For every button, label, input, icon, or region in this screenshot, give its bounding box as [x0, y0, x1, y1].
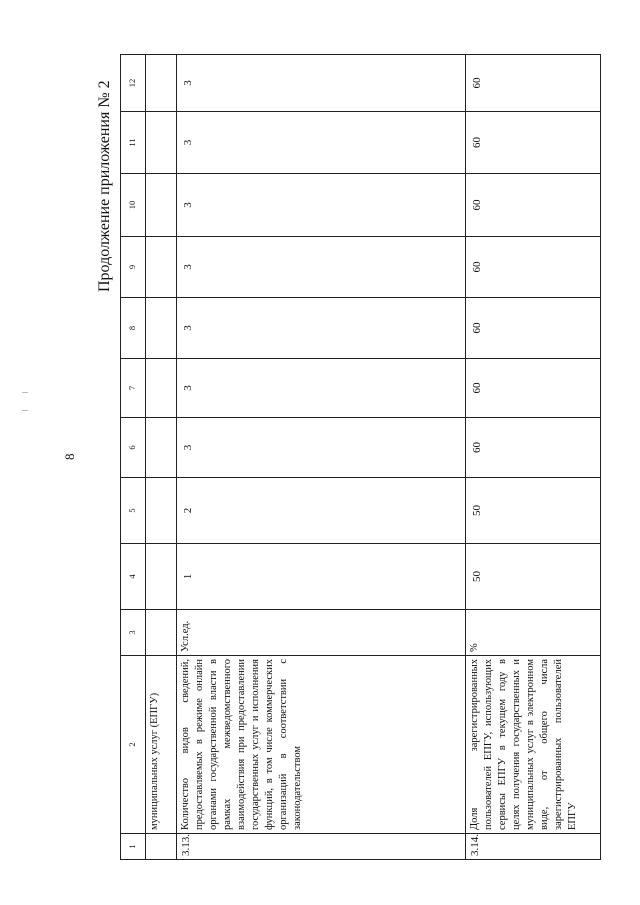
row-value: 3 — [177, 359, 466, 418]
column-number-row — [121, 55, 146, 860]
appendix-title: Продолжение приложения № 2 — [96, 80, 113, 292]
row-unit: Усл.ед. — [177, 610, 466, 656]
row-value: 3 — [177, 237, 466, 298]
continuation-row — [146, 55, 177, 860]
row-value: 3 — [177, 55, 466, 112]
column-header: 6 — [121, 418, 146, 478]
row-value: 3 — [177, 174, 466, 237]
row-description: Доля зарегистрированных пользователей ЕПГУ, использующих сервисы ЕПГУ в текущем году в целях получения государственных и муниципальных услуг в электронном виде, от общего числа зарегистрированных пользователей ЕПГУ — [466, 656, 601, 834]
row-value: 3 — [177, 298, 466, 359]
column-header: 8 — [121, 298, 146, 359]
row-number: 3.13. — [177, 834, 466, 860]
indicators-table — [120, 54, 601, 860]
column-header: 10 — [121, 174, 146, 237]
row-value: 50 — [466, 478, 601, 544]
scan-mark — [22, 392, 28, 393]
continuation-text: муниципальных услуг (ЕПГУ) — [146, 656, 177, 834]
row-value: 2 — [177, 478, 466, 544]
row-value: 60 — [466, 298, 601, 359]
row-value: 60 — [466, 174, 601, 237]
table-row — [177, 55, 466, 860]
column-header: 2 — [121, 656, 146, 834]
row-value: 60 — [466, 418, 601, 478]
row-value: 60 — [466, 359, 601, 418]
row-unit: % — [466, 610, 601, 656]
row-value: 60 — [466, 237, 601, 298]
row-value: 60 — [466, 55, 601, 112]
column-header: 9 — [121, 237, 146, 298]
column-header: 7 — [121, 359, 146, 418]
row-value: 1 — [177, 544, 466, 610]
row-description: Количество видов сведений, предоставляемых в режиме онлайн органами государственной власти в рамках межведомственного взаимодействия при предоставлении государственных услуг и исполнения функций, в том числе коммерческих организаций в соответствии с законодательством — [177, 656, 466, 834]
page-number: 8 — [62, 453, 77, 460]
row-value: 3 — [177, 418, 466, 478]
scan-mark — [22, 410, 28, 411]
table-row — [466, 55, 601, 860]
column-header: 11 — [121, 112, 146, 174]
row-number: 3.14. — [466, 834, 601, 860]
column-header: 12 — [121, 55, 146, 112]
row-value: 50 — [466, 544, 601, 610]
row-value: 3 — [177, 112, 466, 174]
column-header: 5 — [121, 478, 146, 544]
rotated-table-container — [120, 75, 605, 860]
column-header: 3 — [121, 610, 146, 656]
column-header: 1 — [121, 834, 146, 860]
column-header: 4 — [121, 544, 146, 610]
row-value: 60 — [466, 112, 601, 174]
